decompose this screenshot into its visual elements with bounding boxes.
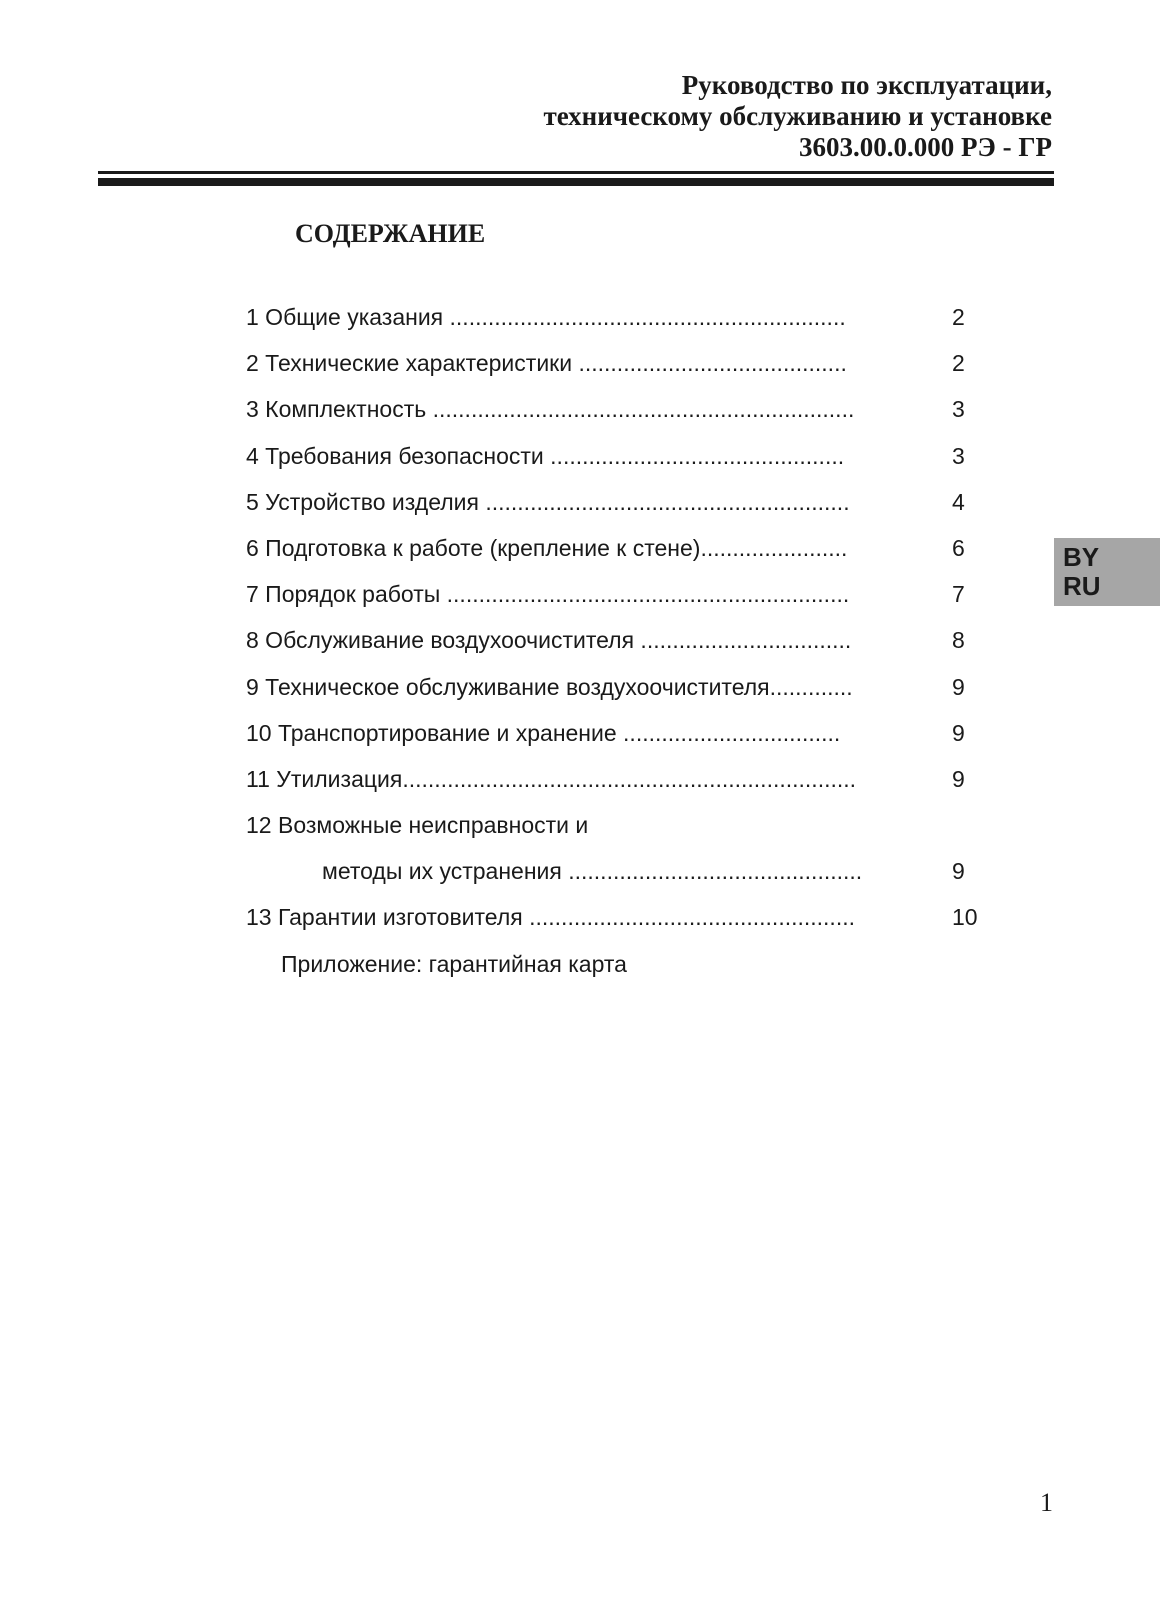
language-code-ru: RU bbox=[1063, 571, 1101, 601]
toc-entry bbox=[246, 670, 986, 716]
toc-entry-page: 2 bbox=[952, 350, 965, 377]
toc-entry-text: 10 Транспортирование и хранение .................................. bbox=[246, 719, 841, 746]
toc-entry-page: 3 bbox=[952, 396, 965, 423]
header-title-line-2: техническому обслуживанию и установке bbox=[543, 101, 1052, 131]
toc-appendix bbox=[246, 947, 986, 993]
toc-entry bbox=[246, 485, 986, 531]
language-tab bbox=[1054, 538, 1160, 606]
table-of-contents bbox=[246, 300, 986, 993]
toc-entry-text: 8 Обслуживание воздухоочистителя ................................. bbox=[246, 627, 852, 654]
toc-entry-text: 2 Технические характеристики .......................................... bbox=[246, 350, 847, 377]
toc-entry-text: 12 Возможные неисправности и bbox=[246, 812, 589, 839]
toc-entry bbox=[246, 623, 986, 669]
toc-entry-text: Приложение: гарантийная карта bbox=[281, 950, 627, 977]
toc-entry-page: 10 bbox=[952, 904, 978, 931]
toc-entry-text: 11 Утилизация....................................................................... bbox=[246, 765, 857, 792]
toc-entry-page: 9 bbox=[952, 719, 965, 746]
toc-entry bbox=[246, 300, 986, 346]
toc-entry-text: 13 Гарантии изготовителя ................................................... bbox=[246, 904, 855, 931]
toc-entry-page: 9 bbox=[952, 858, 965, 885]
language-code-by: BY bbox=[1063, 542, 1100, 572]
toc-entry bbox=[246, 808, 986, 854]
toc-entry-page: 4 bbox=[952, 488, 965, 515]
toc-entry-page: 9 bbox=[952, 673, 965, 700]
toc-entry-text: 1 Общие указания .............................................................. bbox=[246, 304, 846, 330]
toc-entry-text: 9 Техническое обслуживание воздухоочистителя............. bbox=[246, 673, 853, 700]
toc-entry-text: 3 Комплектность .................................................................. bbox=[246, 396, 855, 423]
toc-entry bbox=[246, 439, 986, 485]
toc-entry bbox=[246, 346, 986, 392]
toc-entry-page: 3 bbox=[952, 442, 965, 469]
toc-entry-text: методы их устранения .............................................. bbox=[322, 858, 863, 885]
toc-entry bbox=[246, 716, 986, 762]
toc-entry bbox=[246, 531, 986, 577]
toc-entry-text: 4 Требования безопасности .............................................. bbox=[246, 442, 845, 469]
header-rule-thick bbox=[98, 178, 1054, 186]
toc-entry bbox=[246, 392, 986, 438]
toc-entry bbox=[246, 762, 986, 808]
toc-entry-page: 2 bbox=[952, 304, 965, 330]
toc-entry-text: 5 Устройство изделия ......................................................... bbox=[246, 488, 850, 515]
header-document-code: 3603.00.0.000 РЭ - ГР bbox=[799, 132, 1052, 162]
header-rule-thin bbox=[98, 171, 1054, 174]
toc-entry-page: 8 bbox=[952, 627, 965, 654]
header-title-line-1: Руководство по эксплуатации, bbox=[681, 70, 1052, 100]
toc-entry-text: 6 Подготовка к работе (крепление к стене)....................... bbox=[246, 534, 848, 561]
toc-entry-page: 7 bbox=[952, 581, 965, 608]
toc-entry-text: 7 Порядок работы ............................................................... bbox=[246, 581, 850, 608]
document-header bbox=[543, 70, 1052, 163]
toc-entry-page: 6 bbox=[952, 534, 965, 561]
toc-entry-continuation bbox=[246, 854, 986, 900]
toc-title: СОДЕРЖАНИЕ bbox=[295, 219, 486, 248]
page-number: 1 bbox=[1040, 1488, 1053, 1517]
toc-entry bbox=[246, 900, 986, 946]
toc-entry-page: 9 bbox=[952, 765, 965, 792]
toc-entry bbox=[246, 577, 986, 623]
